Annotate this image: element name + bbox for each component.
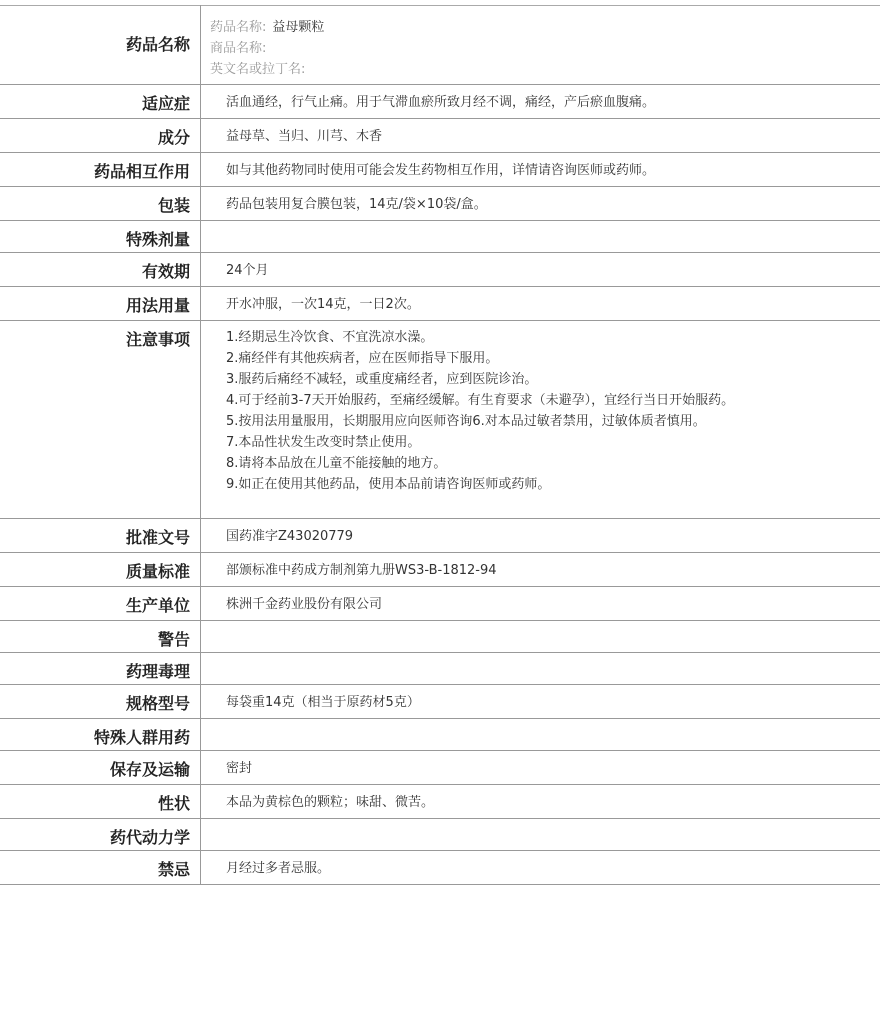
precaution-item: 4.可于经前3-7天开始服药，至痛经缓解。有生育要求（未避孕），宜经行当日开始服药。 [226, 393, 735, 408]
row-label: 警告 [157, 630, 190, 649]
row-label: 药代动力学 [109, 828, 190, 847]
precaution-item: 9.如正在使用其他药品，使用本品前请咨询医师或药师。 [226, 477, 551, 492]
row-value: 24个月 [226, 263, 269, 278]
row-value: 密封 [226, 761, 253, 776]
row-label: 特殊剂量 [125, 230, 190, 249]
precaution-item: 3.服药后痛经不减轻，或重度痛经者，应到医院诊治。 [226, 372, 538, 387]
precaution-item: 1.经期忌生冷饮食、不宜洗凉水澡。 [226, 330, 434, 345]
row-label: 禁忌 [157, 860, 190, 879]
row-value [226, 653, 880, 665]
drug-spec-table [0, 5, 880, 885]
row-label: 规格型号 [125, 694, 190, 713]
row-value: 株洲千金药业股份有限公司 [226, 597, 383, 612]
row-label: 成分 [157, 128, 190, 147]
row-precautions [0, 321, 880, 519]
row-approval-number [0, 519, 880, 553]
row-quality-standard [0, 553, 880, 587]
row-shelf-life [0, 253, 880, 287]
row-label: 生产单位 [125, 596, 190, 615]
row-contraindications [0, 851, 880, 885]
row-storage [0, 751, 880, 785]
row-label: 有效期 [141, 262, 190, 281]
generic-name-value: 益母颗粒 [272, 20, 325, 35]
row-pharmacology [0, 653, 880, 685]
row-value: 月经过多者忌服。 [226, 861, 331, 876]
row-value: 如与其他药物同时使用可能会发生药物相互作用，详情请咨询医师或药师。 [226, 163, 656, 178]
row-value: 部颁标准中药成方制剂第九册WS3-B-1812-94 [226, 563, 497, 578]
row-interactions [0, 153, 880, 187]
row-label: 质量标准 [125, 562, 190, 581]
row-indication [0, 85, 880, 119]
row-manufacturer [0, 587, 880, 621]
row-value: 活血通经，行气止痛。用于气滞血瘀所致月经不调，痛经，产后瘀血腹痛。 [226, 95, 656, 110]
precaution-item: 7.本品性状发生改变时禁止使用。 [226, 435, 421, 450]
row-warning [0, 621, 880, 653]
row-value [226, 819, 880, 831]
row-specification [0, 685, 880, 719]
row-value: 药品包装用复合膜包装，14克/袋×10袋/盒。 [226, 197, 487, 212]
row-packaging [0, 187, 880, 221]
english-name-key: 英文名或拉丁名: [210, 62, 306, 77]
row-value: 每袋重14克（相当于原药材5克） [226, 695, 420, 710]
row-special-population [0, 719, 880, 751]
row-value: 国药准字Z43020779 [226, 529, 354, 544]
row-dosage [0, 287, 880, 321]
precaution-item: 8.请将本品放在儿童不能接触的地方。 [226, 456, 447, 471]
row-value: 开水冲服，一次14克，一日2次。 [226, 297, 420, 312]
row-label: 药品名称 [125, 35, 190, 54]
generic-name-key: 药品名称: [210, 20, 267, 35]
precautions-list [226, 321, 761, 500]
row-label: 注意事项 [125, 330, 190, 349]
row-label: 特殊人群用药 [93, 728, 190, 747]
row-label: 批准文号 [125, 528, 190, 547]
precaution-item: 5.按用法用量服用，长期服用应向医师咨询6.对本品过敏者禁用，过敏体质者慎用。 [226, 414, 706, 429]
row-value [226, 221, 880, 233]
row-label: 保存及运输 [109, 760, 190, 779]
row-pharmacokinetics [0, 819, 880, 851]
name-block [201, 6, 880, 84]
row-drug-name [0, 6, 880, 85]
row-value [226, 719, 880, 731]
row-appearance [0, 785, 880, 819]
row-label: 包装 [157, 196, 190, 215]
row-label: 性状 [157, 794, 190, 813]
row-label: 药品相互作用 [93, 162, 190, 181]
row-special-dose [0, 221, 880, 253]
row-value [226, 621, 880, 633]
precaution-item: 2.痛经伴有其他疾病者，应在医师指导下服用。 [226, 351, 499, 366]
row-value: 本品为黄棕色的颗粒；味甜、微苦。 [226, 795, 435, 810]
row-label: 适应症 [141, 94, 190, 113]
row-ingredients [0, 119, 880, 153]
row-label: 药理毒理 [125, 662, 190, 681]
row-value: 益母草、当归、川芎、木香 [226, 129, 383, 144]
row-label: 用法用量 [125, 296, 190, 315]
trade-name-key: 商品名称: [210, 41, 267, 56]
